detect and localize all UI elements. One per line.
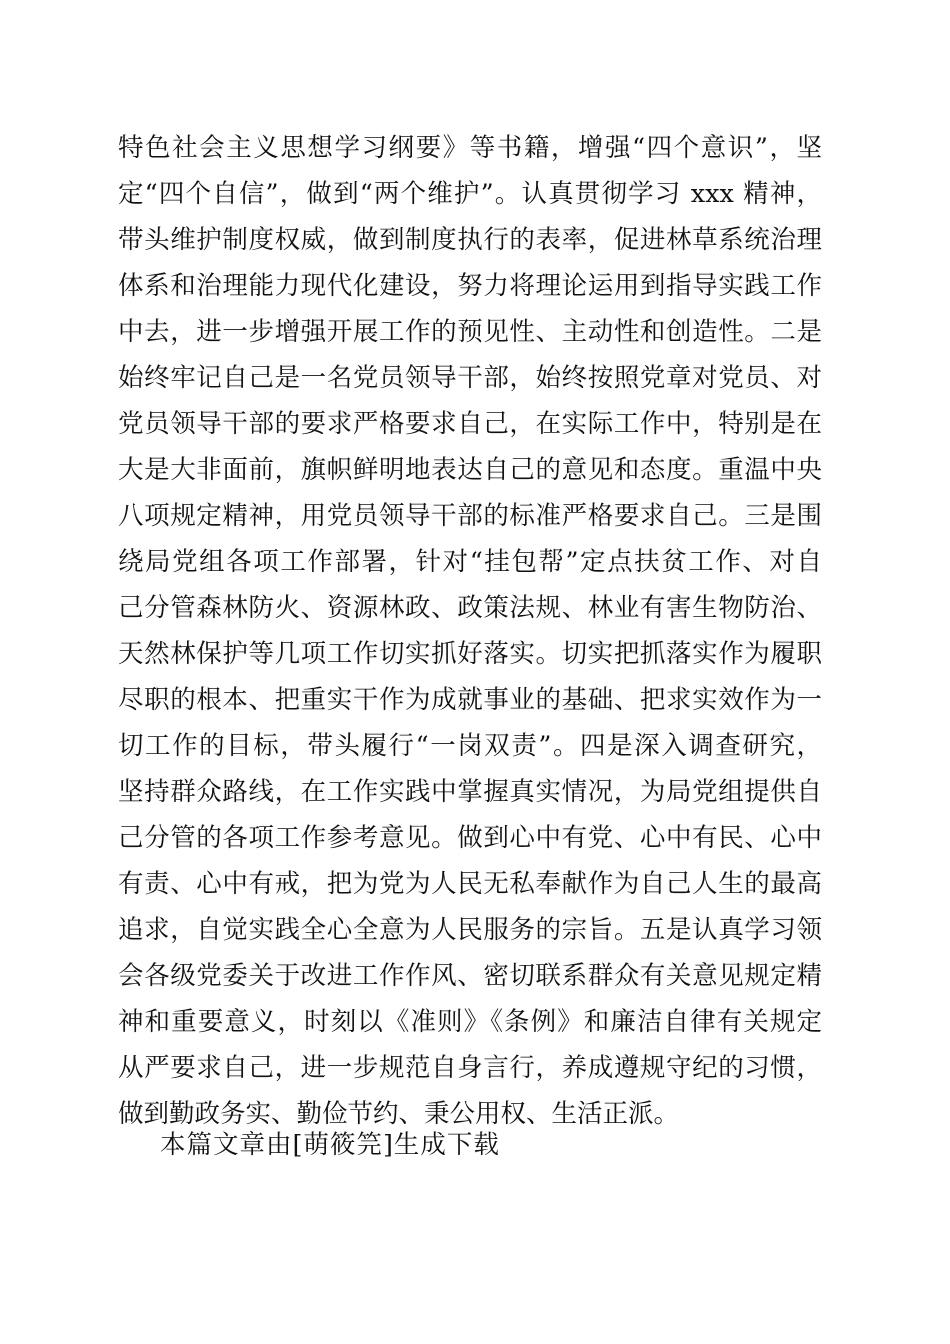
body-text-line: 特色社会主义思想学习纲要》等书籍，增强“四个意识”，坚 <box>118 133 822 163</box>
body-text-line: 己分管的各项工作参考意见。做到心中有党、心中有民、心中 <box>118 823 822 853</box>
body-text-line: 体系和治理能力现代化建设，努力将理论运用到指导实践工作 <box>118 271 822 301</box>
body-text-line: 追求，自觉实践全心全意为人民服务的宗旨。五是认真学习领 <box>118 915 822 945</box>
footer-note: 本篇文章由[萌筱笎]生成下载 <box>160 1130 500 1160</box>
body-text-line: 中去，进一步增强开展工作的预见性、主动性和创造性。二是 <box>118 317 822 347</box>
body-text-line: 大是大非面前，旗帜鲜明地表达自己的意见和态度。重温中央 <box>118 455 822 485</box>
body-text-line: 坚持群众路线，在工作实践中掌握真实情况，为局党组提供自 <box>118 777 822 807</box>
body-text-line: 尽职的根本、把重实干作为成就事业的基础、把求实效作为一 <box>118 685 822 715</box>
body-text-line: 带头维护制度权威，做到制度执行的表率，促进林草系统治理 <box>118 225 822 255</box>
body-text-line: 天然林保护等几项工作切实抓好落实。切实把抓落实作为履职 <box>118 639 822 669</box>
body-text-line: 会各级党委关于改进工作作风、密切联系群众有关意见规定精 <box>118 961 822 991</box>
body-text-line: 八项规定精神，用党员领导干部的标准严格要求自己。三是围 <box>118 501 822 531</box>
body-text-line: 定“四个自信”，做到“两个维护”。认真贯彻学习 xxx 精神， <box>118 179 822 209</box>
body-text-line: 党员领导干部的要求严格要求自己，在实际工作中，特别是在 <box>118 409 822 439</box>
body-text-line: 始终牢记自己是一名党员领导干部，始终按照党章对党员、对 <box>118 363 822 393</box>
body-text-line: 己分管森林防火、资源林政、政策法规、林业有害生物防治、 <box>118 593 822 623</box>
body-text-line: 绕局党组各项工作部署，针对“挂包帮”定点扶贫工作、对自 <box>118 547 822 577</box>
body-text-line: 做到勤政务实、勤俭节约、秉公用权、生活正派。 <box>118 1099 680 1129</box>
body-text-line: 有责、心中有戒，把为党为人民无私奉献作为自己人生的最高 <box>118 869 822 899</box>
body-text-line: 从严要求自己，进一步规范自身言行，养成遵规守纪的习惯， <box>118 1053 822 1083</box>
body-text-line: 切工作的目标，带头履行“一岗双责”。四是深入调查研究， <box>118 731 822 761</box>
body-text-line: 神和重要意义，时刻以《准则》《条例》和廉洁自律有关规定 <box>118 1007 822 1037</box>
